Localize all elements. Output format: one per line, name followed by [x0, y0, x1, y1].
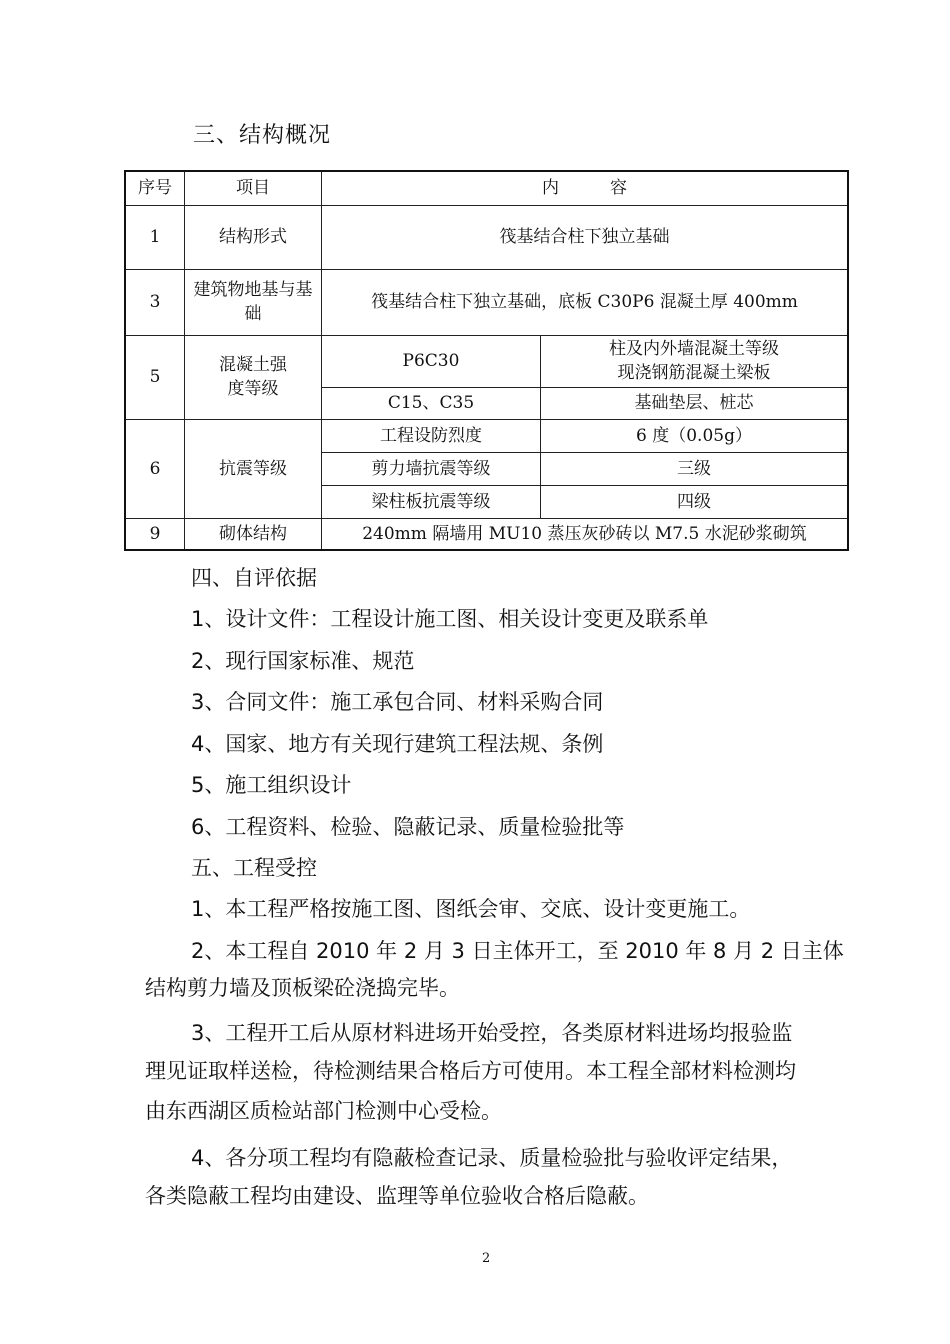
structure-table: [124, 170, 849, 551]
row-no: 1: [125, 205, 185, 269]
paragraph-line: 2、本工程自 2010 年 2 月 3 日主体开工，至 2010 年 8 月 2 日主体: [191, 939, 844, 963]
paragraph-line: 结构剪力墙及顶板梁砼浇捣完毕。: [145, 976, 460, 1000]
concrete-usage-line2: 现浇钢筋混凝土梁板: [617, 363, 771, 383]
section-heading-structure: 三、结构概况: [193, 123, 332, 148]
row-item-text: 混凝土强度等级: [219, 355, 287, 399]
row-no: 6: [125, 419, 185, 518]
concrete-usage: 基础垫层、桩芯: [541, 387, 849, 419]
row-content: 240mm 隔墙用 MU10 蒸压灰砂砖以 M7.5 水泥砂浆砌筑: [322, 518, 849, 550]
table-row: [125, 335, 848, 387]
concrete-usage-line1: 柱及内外墙混凝土等级: [609, 339, 779, 359]
row-no: 9: [125, 518, 185, 550]
row-content: 筏基结合柱下独立基础: [322, 205, 849, 269]
seismic-key: 梁柱板抗震等级: [322, 485, 541, 518]
paragraph-line: 理见证取样送检，待检测结果合格后方可使用。本工程全部材料检测均: [145, 1059, 796, 1083]
section-heading-basis: 四、自评依据: [191, 566, 317, 590]
paragraph-line: 各类隐蔽工程均由建设、监理等单位验收合格后隐蔽。: [145, 1184, 649, 1208]
list-item: 5、施工组织设计: [191, 773, 352, 797]
page-number: 2: [482, 1251, 491, 1266]
paragraph-line: 4、各分项工程均有隐蔽检查记录、质量检验批与验收评定结果，: [191, 1146, 793, 1170]
row-item: 抗震等级: [185, 419, 322, 518]
concrete-usage: [541, 335, 849, 387]
seismic-value: 三级: [541, 452, 849, 485]
row-item: 砌体结构: [185, 518, 322, 550]
list-item: 3、合同文件：施工承包合同、材料采购合同: [191, 690, 604, 714]
list-item: 6、工程资料、检验、隐蔽记录、质量检验批等: [191, 815, 625, 839]
list-item: 4、国家、地方有关现行建筑工程法规、条例: [191, 732, 604, 756]
row-item: [185, 335, 322, 419]
header-item: 项目: [185, 171, 322, 205]
table-row: [125, 518, 848, 550]
paragraph-line: 3、工程开工后从原材料进场开始受控，各类原材料进场均报验监: [191, 1021, 793, 1045]
row-item: 建筑物地基与基础: [185, 269, 322, 335]
seismic-key: 工程设防烈度: [322, 419, 541, 452]
paragraph: 1、本工程严格按施工图、图纸会审、交底、设计变更施工。: [191, 897, 751, 921]
concrete-grade: P6C30: [322, 335, 541, 387]
list-item: 2、现行国家标准、规范: [191, 649, 415, 673]
table-row: [125, 269, 848, 335]
list-item: 1、设计文件：工程设计施工图、相关设计变更及联系单: [191, 607, 709, 631]
row-no: 3: [125, 269, 185, 335]
section-heading-control: 五、工程受控: [191, 856, 317, 880]
concrete-grade: C15、C35: [322, 387, 541, 419]
row-no: 5: [125, 335, 185, 419]
paragraph-line: 由东西湖区质检站部门检测中心受检。: [145, 1099, 502, 1123]
table-row: [125, 419, 848, 452]
row-item: 结构形式: [185, 205, 322, 269]
table-row: [125, 205, 848, 269]
header-no: 序号: [125, 171, 185, 205]
seismic-value: 6 度（0.05g）: [541, 419, 849, 452]
header-content: 内 容: [322, 171, 849, 205]
row-content: 筏基结合柱下独立基础，底板 C30P6 混凝土厚 400mm: [322, 269, 849, 335]
seismic-value: 四级: [541, 485, 849, 518]
seismic-key: 剪力墙抗震等级: [322, 452, 541, 485]
table-header-row: [125, 171, 848, 205]
